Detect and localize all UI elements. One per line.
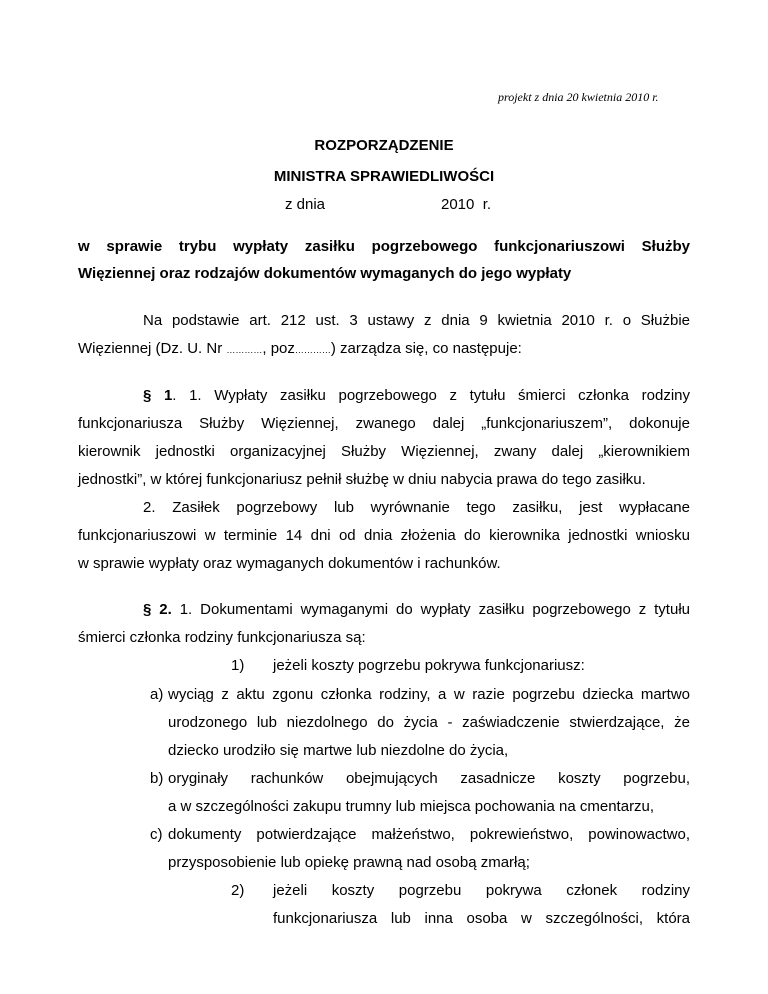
par1-line-4: jednostki”, w której funkcjonariusz pełnił służbę w dniu nabycia prawa do tego zasiłku.	[78, 471, 646, 488]
preamble-line-1: Na podstawie art. 212 ust. 3 ustawy z dnia 9 kwietnia 2010 r. o Służbie	[143, 312, 690, 329]
item-b-line-2: a w szczególności zakupu trumny lub miejsca pochowania na cmentarzu,	[168, 798, 655, 815]
item-a-label: a)	[150, 686, 164, 703]
par2-mark: § 2.	[143, 601, 172, 618]
item-b-line-1: oryginały rachunków obejmujących zasadnicze koszty pogrzebu,	[168, 770, 690, 787]
par2-line-2: śmierci członka rodziny funkcjonariusza są:	[78, 629, 366, 646]
blank-dots-number: …………	[226, 345, 263, 355]
blank-dots-position: …………	[294, 345, 331, 355]
item-a-line-2: urodzonego lub niezdolnego do życia - zaświadczenie stwierdzające, że	[168, 714, 690, 731]
item-a-line-1: wyciąg z aktu zgonu członka rodziny, a w razie pogrzebu dziecka martwo	[168, 686, 690, 703]
item2-line-2: funkcjonariusza lub inna osoba w szczególności, która	[273, 910, 690, 927]
subject-line-2: Więziennej oraz rodzajów dokumentów wymaganych do jego wypłaty	[78, 265, 572, 282]
par1-line-2: funkcjonariusza Służby Więziennej, zwanego dalej „funkcjonariuszem”, dokonuje	[78, 415, 690, 432]
item1-number: 1)	[231, 657, 245, 674]
date-year: 2010 r.	[441, 196, 492, 213]
subject-line-1: w sprawie trybu wypłaty zasiłku pogrzebowego funkcjonariuszowi Służby	[78, 238, 690, 255]
item2-line-1: jeżeli koszty pogrzebu pokrywa członek rodziny	[273, 882, 690, 899]
par2-line-1: § 2. 1. Dokumentami wymaganymi do wypłaty zasiłku pogrzebowego z tytułu	[143, 601, 690, 618]
title-line-1: ROZPORZĄDZENIE	[314, 137, 454, 154]
par1-line-3: kierownik jednostki organizacyjnej Służby Więziennej, zwany dalej „kierownikiem	[78, 443, 690, 460]
par1-p2-line-3: w sprawie wypłaty oraz wymaganych dokumentów i rachunków.	[78, 555, 501, 572]
item-c-line-2: przysposobienie lub opiekę prawną nad osobą zmarłą;	[168, 854, 530, 871]
par1-p2-line-1: 2. Zasiłek pogrzebowy lub wyrównanie tego zasiłku, jest wypłacane	[143, 499, 690, 516]
date-prefix: z dnia	[285, 196, 326, 213]
par1-line-1: § 1. 1. Wypłaty zasiłku pogrzebowego z tytułu śmierci członka rodziny	[143, 387, 690, 404]
item-a-line-3: dziecko urodziło się martwe lub niezdolne do życia,	[168, 742, 509, 759]
par1-p2-line-2: funkcjonariuszowi w terminie 14 dni od dnia złożenia do kierownika jednostki wniosku	[78, 527, 690, 544]
item-c-label: c)	[150, 826, 163, 843]
item2-number: 2)	[231, 882, 245, 899]
title-line-2: MINISTRA SPRAWIEDLIWOŚCI	[273, 168, 495, 185]
preamble-line-2: Więziennej (Dz. U. Nr …………, poz…………) zarządza się, co następuje:	[78, 340, 522, 357]
item-c-line-1: dokumenty potwierdzające małżeństwo, pokrewieństwo, powinowactwo,	[168, 826, 690, 843]
project-date-note: projekt z dnia 20 kwietnia 2010 r.	[498, 90, 659, 104]
item-b-label: b)	[150, 770, 164, 787]
par1-mark: § 1	[143, 387, 173, 404]
item1-text: jeżeli koszty pogrzebu pokrywa funkcjonariusz:	[273, 657, 585, 674]
